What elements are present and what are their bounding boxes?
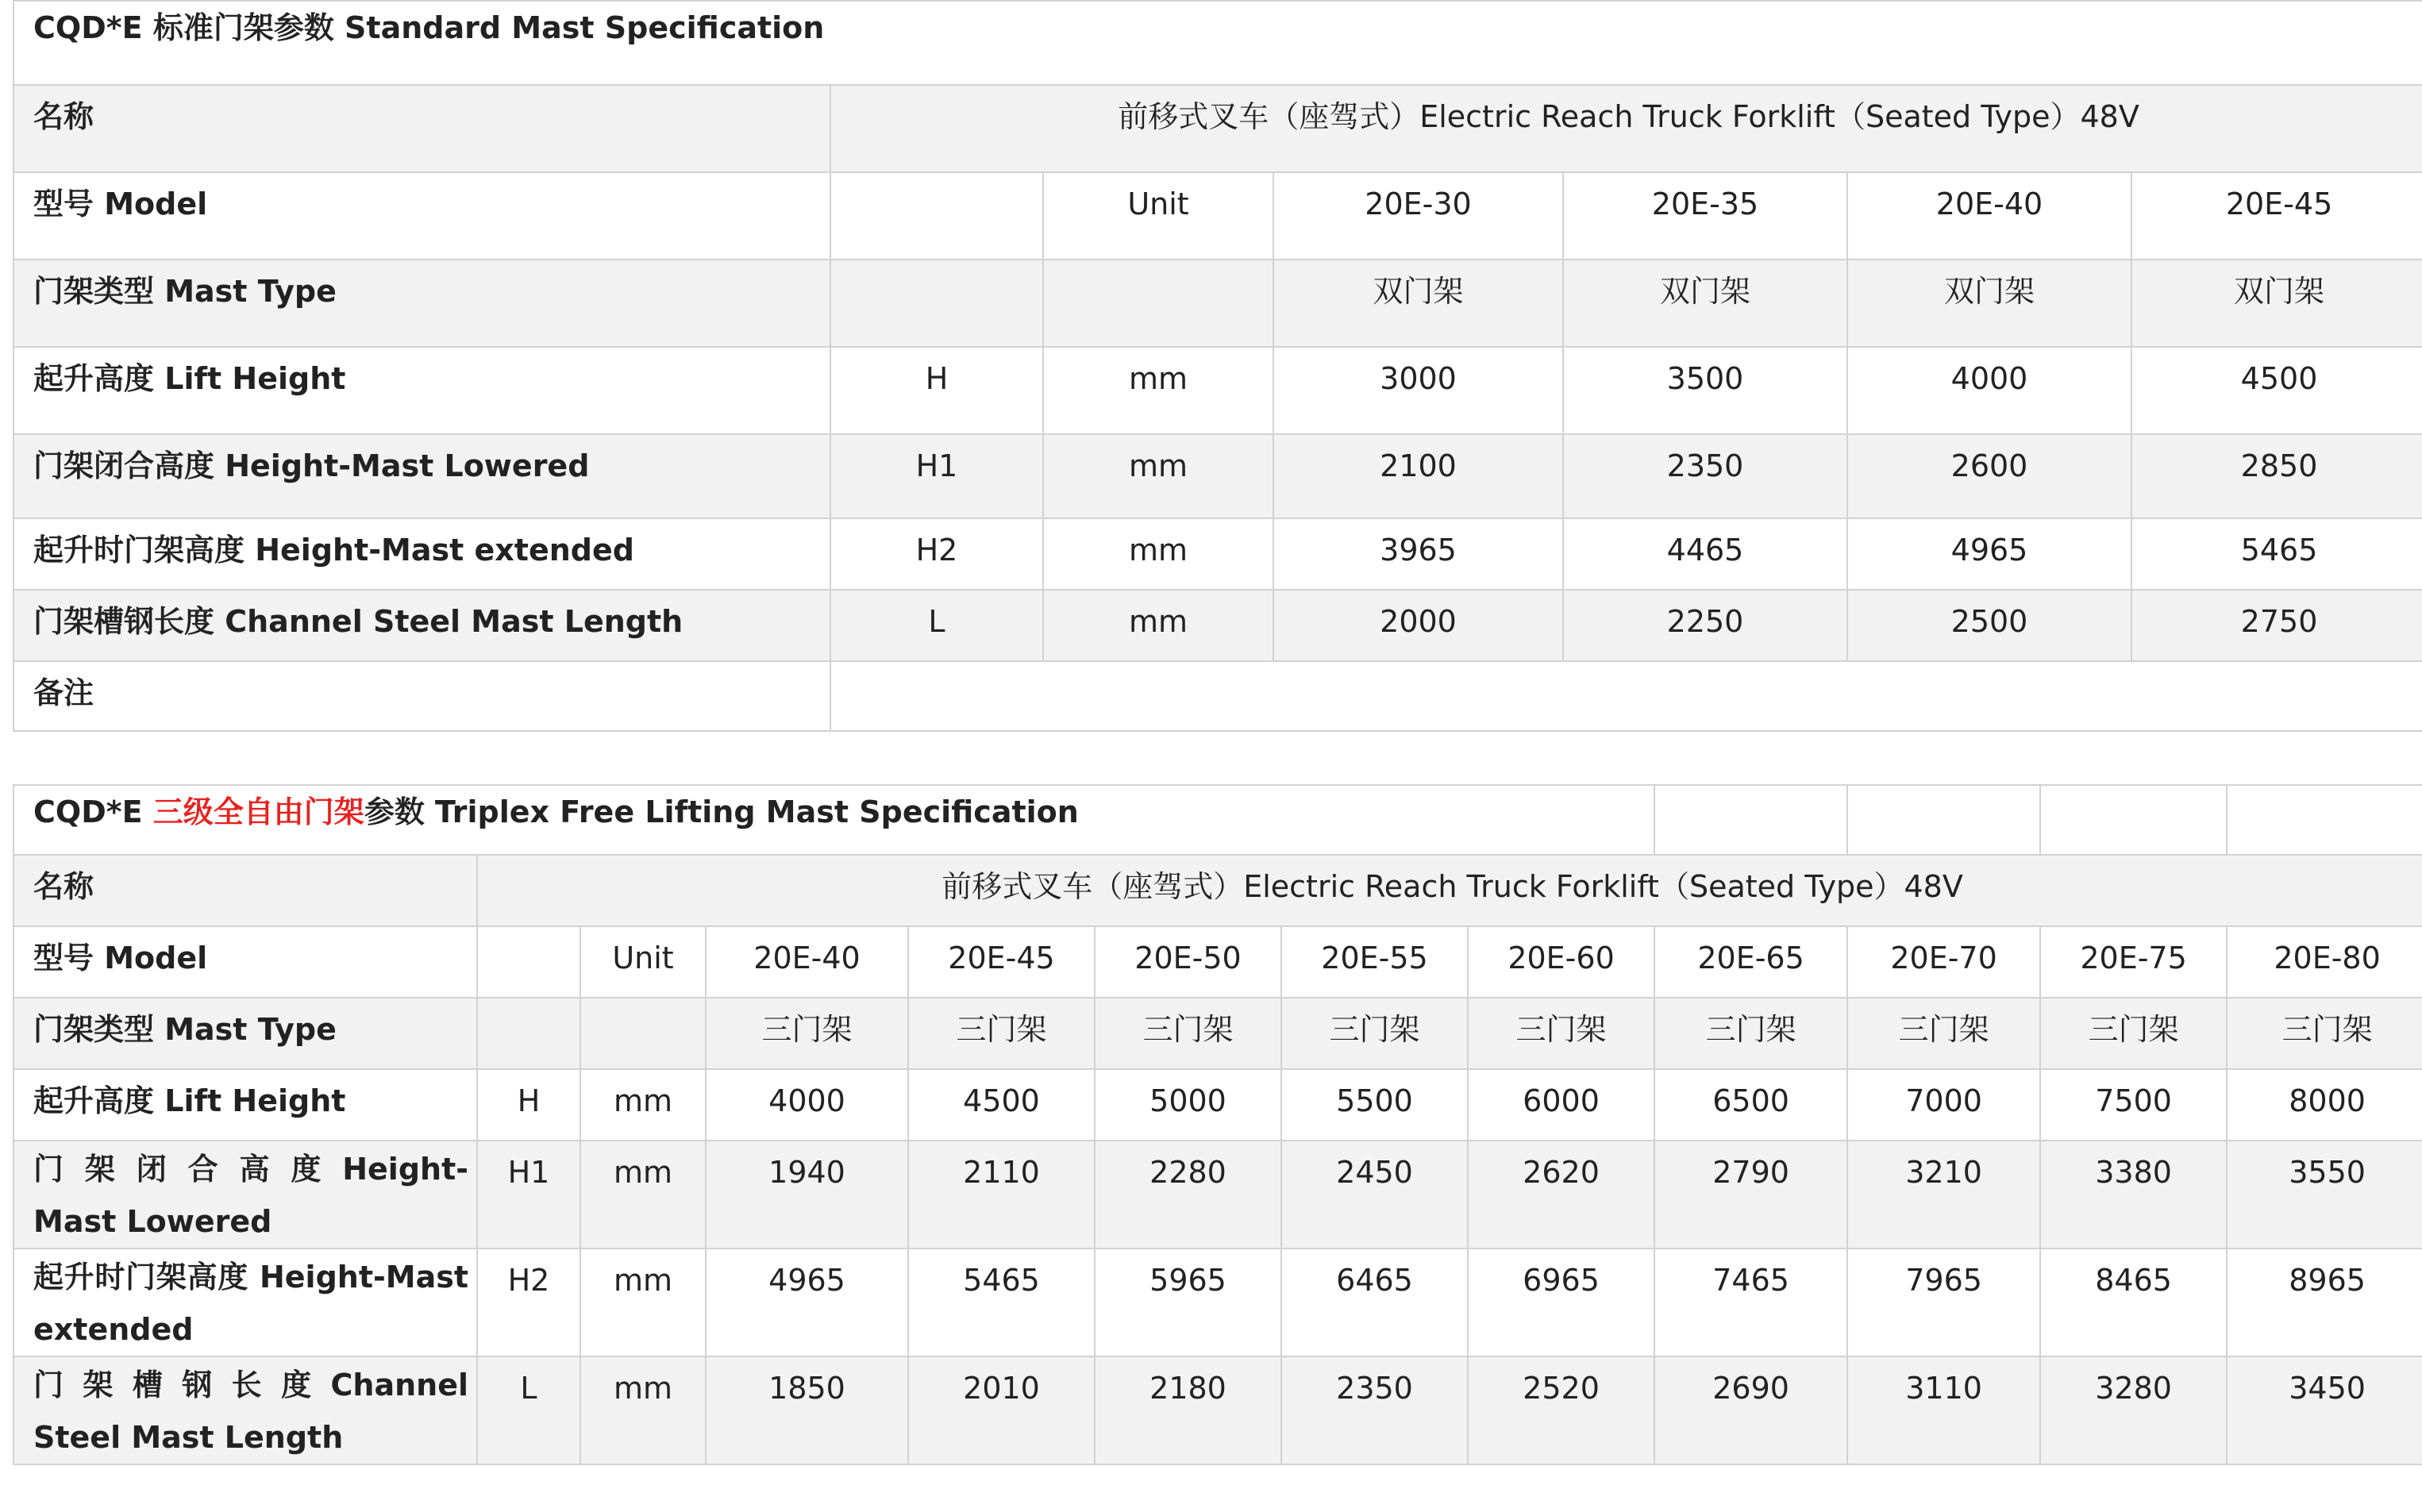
symbol-header <box>477 926 580 998</box>
model-cell: 20E-60 <box>1468 926 1654 998</box>
blank-cell <box>1654 785 1847 855</box>
standard-table-title: CQD*E 标准门架参数 Standard Mast Specification <box>13 1 2422 85</box>
model-cell: 20E-65 <box>1654 926 1847 998</box>
value-cell: 三门架 <box>2227 998 2422 1069</box>
value-cell: 3500 <box>1563 347 1847 434</box>
value-cell: 4000 <box>1847 347 2131 434</box>
blank-cell <box>2040 785 2227 855</box>
name-label: 名称 <box>13 855 477 926</box>
symbol-header <box>830 172 1043 260</box>
symbol-cell: L <box>830 590 1043 661</box>
row-label: 门 架 闭 合 高 度 Height-Mast Lowered <box>13 1141 477 1248</box>
triplex-table-title: CQD*E 三级全自由门架参数 Triplex Free Lifting Mast Specification <box>13 785 1654 855</box>
symbol-cell <box>477 998 580 1069</box>
unit-cell: mm <box>580 1356 706 1464</box>
value-cell: 2690 <box>1654 1356 1847 1464</box>
unit-cell: mm <box>1043 347 1273 434</box>
triplex-mast-table <box>13 784 2422 1465</box>
unit-header: Unit <box>580 926 706 998</box>
value-cell: 2750 <box>2131 590 2422 661</box>
value-cell: 3210 <box>1847 1141 2040 1248</box>
row-label: 门架类型 Mast Type <box>13 260 830 347</box>
value-cell: 2110 <box>908 1141 1095 1248</box>
row-label: 起升时门架高度 Height-Mast extended <box>13 1248 477 1356</box>
product-name: 前移式叉车（座驾式）Electric Reach Truck Forklift（Seated Type）48V <box>477 855 2422 926</box>
value-cell: 2000 <box>1273 590 1563 661</box>
value-cell: 4500 <box>908 1069 1095 1141</box>
value-cell: 2520 <box>1468 1356 1654 1464</box>
unit-cell: mm <box>580 1069 706 1141</box>
unit-cell <box>1043 260 1273 347</box>
value-cell: 8965 <box>2227 1248 2422 1356</box>
value-cell: 6500 <box>1654 1069 1847 1141</box>
value-cell: 三门架 <box>1281 998 1468 1069</box>
value-cell: 2180 <box>1095 1356 1281 1464</box>
row-label: 起升高度 Lift Height <box>13 347 830 434</box>
value-cell: 1940 <box>706 1141 908 1248</box>
row-label: 门架槽钢长度 Channel Steel Mast Length <box>13 590 830 661</box>
value-cell: 2620 <box>1468 1141 1654 1248</box>
value-cell: 5465 <box>2131 518 2422 590</box>
symbol-cell: H2 <box>477 1248 580 1356</box>
value-cell: 三门架 <box>908 998 1095 1069</box>
model-cell: 20E-30 <box>1273 172 1563 260</box>
model-cell: 20E-50 <box>1095 926 1281 998</box>
value-cell: 3380 <box>2040 1141 2227 1248</box>
symbol-cell: H1 <box>477 1141 580 1248</box>
model-cell: 20E-35 <box>1563 172 1847 260</box>
symbol-cell: H1 <box>830 434 1043 518</box>
value-cell: 7500 <box>2040 1069 2227 1141</box>
value-cell: 双门架 <box>1273 260 1563 347</box>
value-cell: 5000 <box>1095 1069 1281 1141</box>
value-cell: 3550 <box>2227 1141 2422 1248</box>
value-cell: 2250 <box>1563 590 1847 661</box>
row-label: 起升时门架高度 Height-Mast extended <box>13 518 830 590</box>
value-cell: 5465 <box>908 1248 1095 1356</box>
value-cell: 4500 <box>2131 347 2422 434</box>
value-cell: 2350 <box>1563 434 1847 518</box>
symbol-cell: H <box>830 347 1043 434</box>
product-name: 前移式叉车（座驾式）Electric Reach Truck Forklift（Seated Type）48V <box>830 85 2422 172</box>
unit-cell: mm <box>580 1248 706 1356</box>
value-cell: 三门架 <box>706 998 908 1069</box>
value-cell: 2010 <box>908 1356 1095 1464</box>
value-cell: 4965 <box>706 1248 908 1356</box>
value-cell: 8000 <box>2227 1069 2422 1141</box>
value-cell: 7465 <box>1654 1248 1847 1356</box>
value-cell: 5500 <box>1281 1069 1468 1141</box>
value-cell: 三门架 <box>1468 998 1654 1069</box>
value-cell: 3000 <box>1273 347 1563 434</box>
symbol-cell: L <box>477 1356 580 1464</box>
row-label: 门 架 槽 钢 长 度 Channel Steel Mast Length <box>13 1356 477 1464</box>
value-cell: 双门架 <box>1563 260 1847 347</box>
model-cell: 20E-45 <box>908 926 1095 998</box>
model-cell: 20E-75 <box>2040 926 2227 998</box>
model-cell: 20E-40 <box>1847 172 2131 260</box>
model-label: 型号 Model <box>13 926 477 998</box>
value-cell: 2600 <box>1847 434 2131 518</box>
unit-cell: mm <box>1043 590 1273 661</box>
value-cell: 1850 <box>706 1356 908 1464</box>
value-cell: 双门架 <box>1847 260 2131 347</box>
value-cell: 2850 <box>2131 434 2422 518</box>
blank-cell <box>1847 785 2040 855</box>
value-cell: 2100 <box>1273 434 1563 518</box>
blank-cell <box>2227 785 2422 855</box>
value-cell: 6000 <box>1468 1069 1654 1141</box>
symbol-cell <box>830 260 1043 347</box>
value-cell: 4965 <box>1847 518 2131 590</box>
value-cell: 三门架 <box>1095 998 1281 1069</box>
row-label: 门架类型 Mast Type <box>13 998 477 1069</box>
symbol-cell: H <box>477 1069 580 1141</box>
symbol-cell: H2 <box>830 518 1043 590</box>
value-cell: 双门架 <box>2131 260 2422 347</box>
note-value <box>830 661 2422 731</box>
value-cell: 5965 <box>1095 1248 1281 1356</box>
row-label: 起升高度 Lift Height <box>13 1069 477 1141</box>
value-cell: 三门架 <box>1847 998 2040 1069</box>
model-cell: 20E-45 <box>2131 172 2422 260</box>
value-cell: 3280 <box>2040 1356 2227 1464</box>
value-cell: 7000 <box>1847 1069 2040 1141</box>
value-cell: 6965 <box>1468 1248 1654 1356</box>
value-cell: 2280 <box>1095 1141 1281 1248</box>
value-cell: 8465 <box>2040 1248 2227 1356</box>
value-cell: 3965 <box>1273 518 1563 590</box>
model-cell: 20E-55 <box>1281 926 1468 998</box>
value-cell: 三门架 <box>2040 998 2227 1069</box>
unit-cell <box>580 998 706 1069</box>
unit-cell: mm <box>580 1141 706 1248</box>
row-label: 门架闭合高度 Height-Mast Lowered <box>13 434 830 518</box>
value-cell: 7965 <box>1847 1248 2040 1356</box>
name-label: 名称 <box>13 85 830 172</box>
model-cell: 20E-80 <box>2227 926 2422 998</box>
unit-header: Unit <box>1043 172 1273 260</box>
value-cell: 三门架 <box>1654 998 1847 1069</box>
model-cell: 20E-70 <box>1847 926 2040 998</box>
note-label: 备注 <box>13 661 830 731</box>
unit-cell: mm <box>1043 434 1273 518</box>
model-cell: 20E-40 <box>706 926 908 998</box>
value-cell: 3450 <box>2227 1356 2422 1464</box>
unit-cell: mm <box>1043 518 1273 590</box>
value-cell: 2450 <box>1281 1141 1468 1248</box>
value-cell: 3110 <box>1847 1356 2040 1464</box>
value-cell: 4000 <box>706 1069 908 1141</box>
value-cell: 2350 <box>1281 1356 1468 1464</box>
standard-mast-table <box>13 0 2422 732</box>
value-cell: 4465 <box>1563 518 1847 590</box>
value-cell: 2790 <box>1654 1141 1847 1248</box>
value-cell: 2500 <box>1847 590 2131 661</box>
model-label: 型号 Model <box>13 172 830 260</box>
value-cell: 6465 <box>1281 1248 1468 1356</box>
